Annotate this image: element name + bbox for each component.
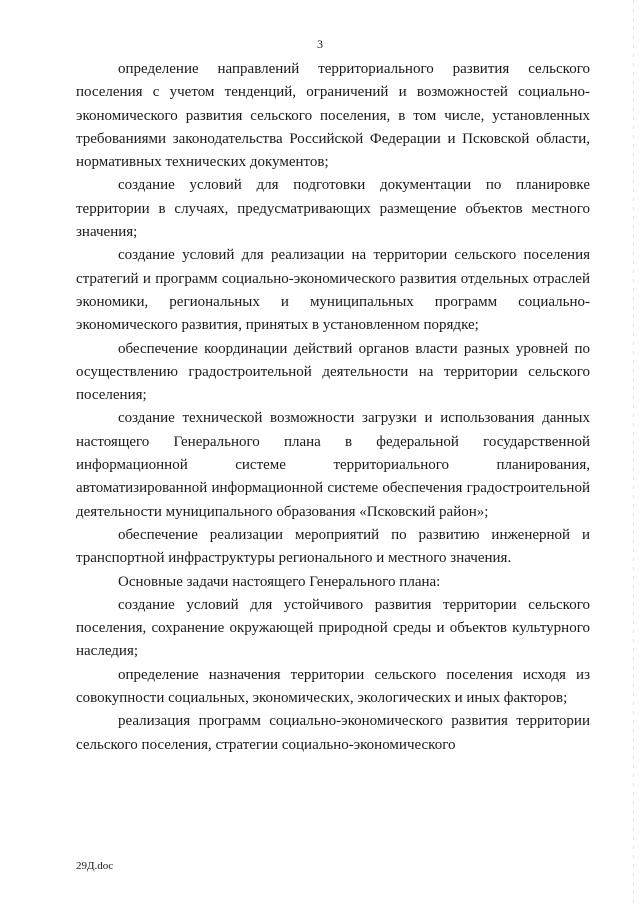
document-body [76, 58, 590, 757]
scan-edge-artifact [633, 0, 634, 905]
paragraph: создание условий для устойчивого развития территории сельского поселения, сохранение окружающей природной среды и объектов культурного наследия; [76, 596, 590, 660]
paragraph: определение назначения территории сельского поселения исходя из совокупности социальных, экономических, экологических и иных факторов; [76, 666, 590, 707]
paragraph: создание условий для реализации на территории сельского поселения стратегий и программ социально-экономического развития отдельных отраслей экономики, региональных и муниципальных программ социально-экономического развития, принятых в установленном порядке; [76, 247, 590, 334]
paragraph: реализация программ социально-экономического развития территории сельского поселения, стратегии социально-экономического [76, 713, 590, 753]
file-name-footer: 29Д.doc [76, 860, 114, 872]
paragraph: обеспечение реализации мероприятий по развитию инженерной и транспортной инфраструктуры регионального и местного значения. [76, 526, 590, 567]
paragraph: Основные задачи настоящего Генерального плана: [118, 573, 441, 590]
page-number: 3 [317, 37, 323, 51]
paragraph: создание условий для подготовки документации по планировке территории в случаях, предусматривающих размещение объектов местного значения; [76, 177, 590, 241]
paragraph: обеспечение координации действий органов власти разных уровней по осуществлению градостроительной деятельности на территории сельского поселения; [76, 340, 590, 404]
paragraph: создание технической возможности загрузки и использования данных настоящего Генерального плана в федеральной государственной информационной системе территориального планирования, автоматизированной информационной системе обеспечения градостроительной деятельности муниципального образования «Псковский район»; [76, 410, 590, 520]
paragraph: определение направлений территориального развития сельского поселения с учетом тенденций, ограничений и возможностей социально-экономического развития сельского поселения, в том числе, установленных требованиями законодательства Российской Федерации и Псковской области, нормативных технических документов; [76, 61, 590, 171]
